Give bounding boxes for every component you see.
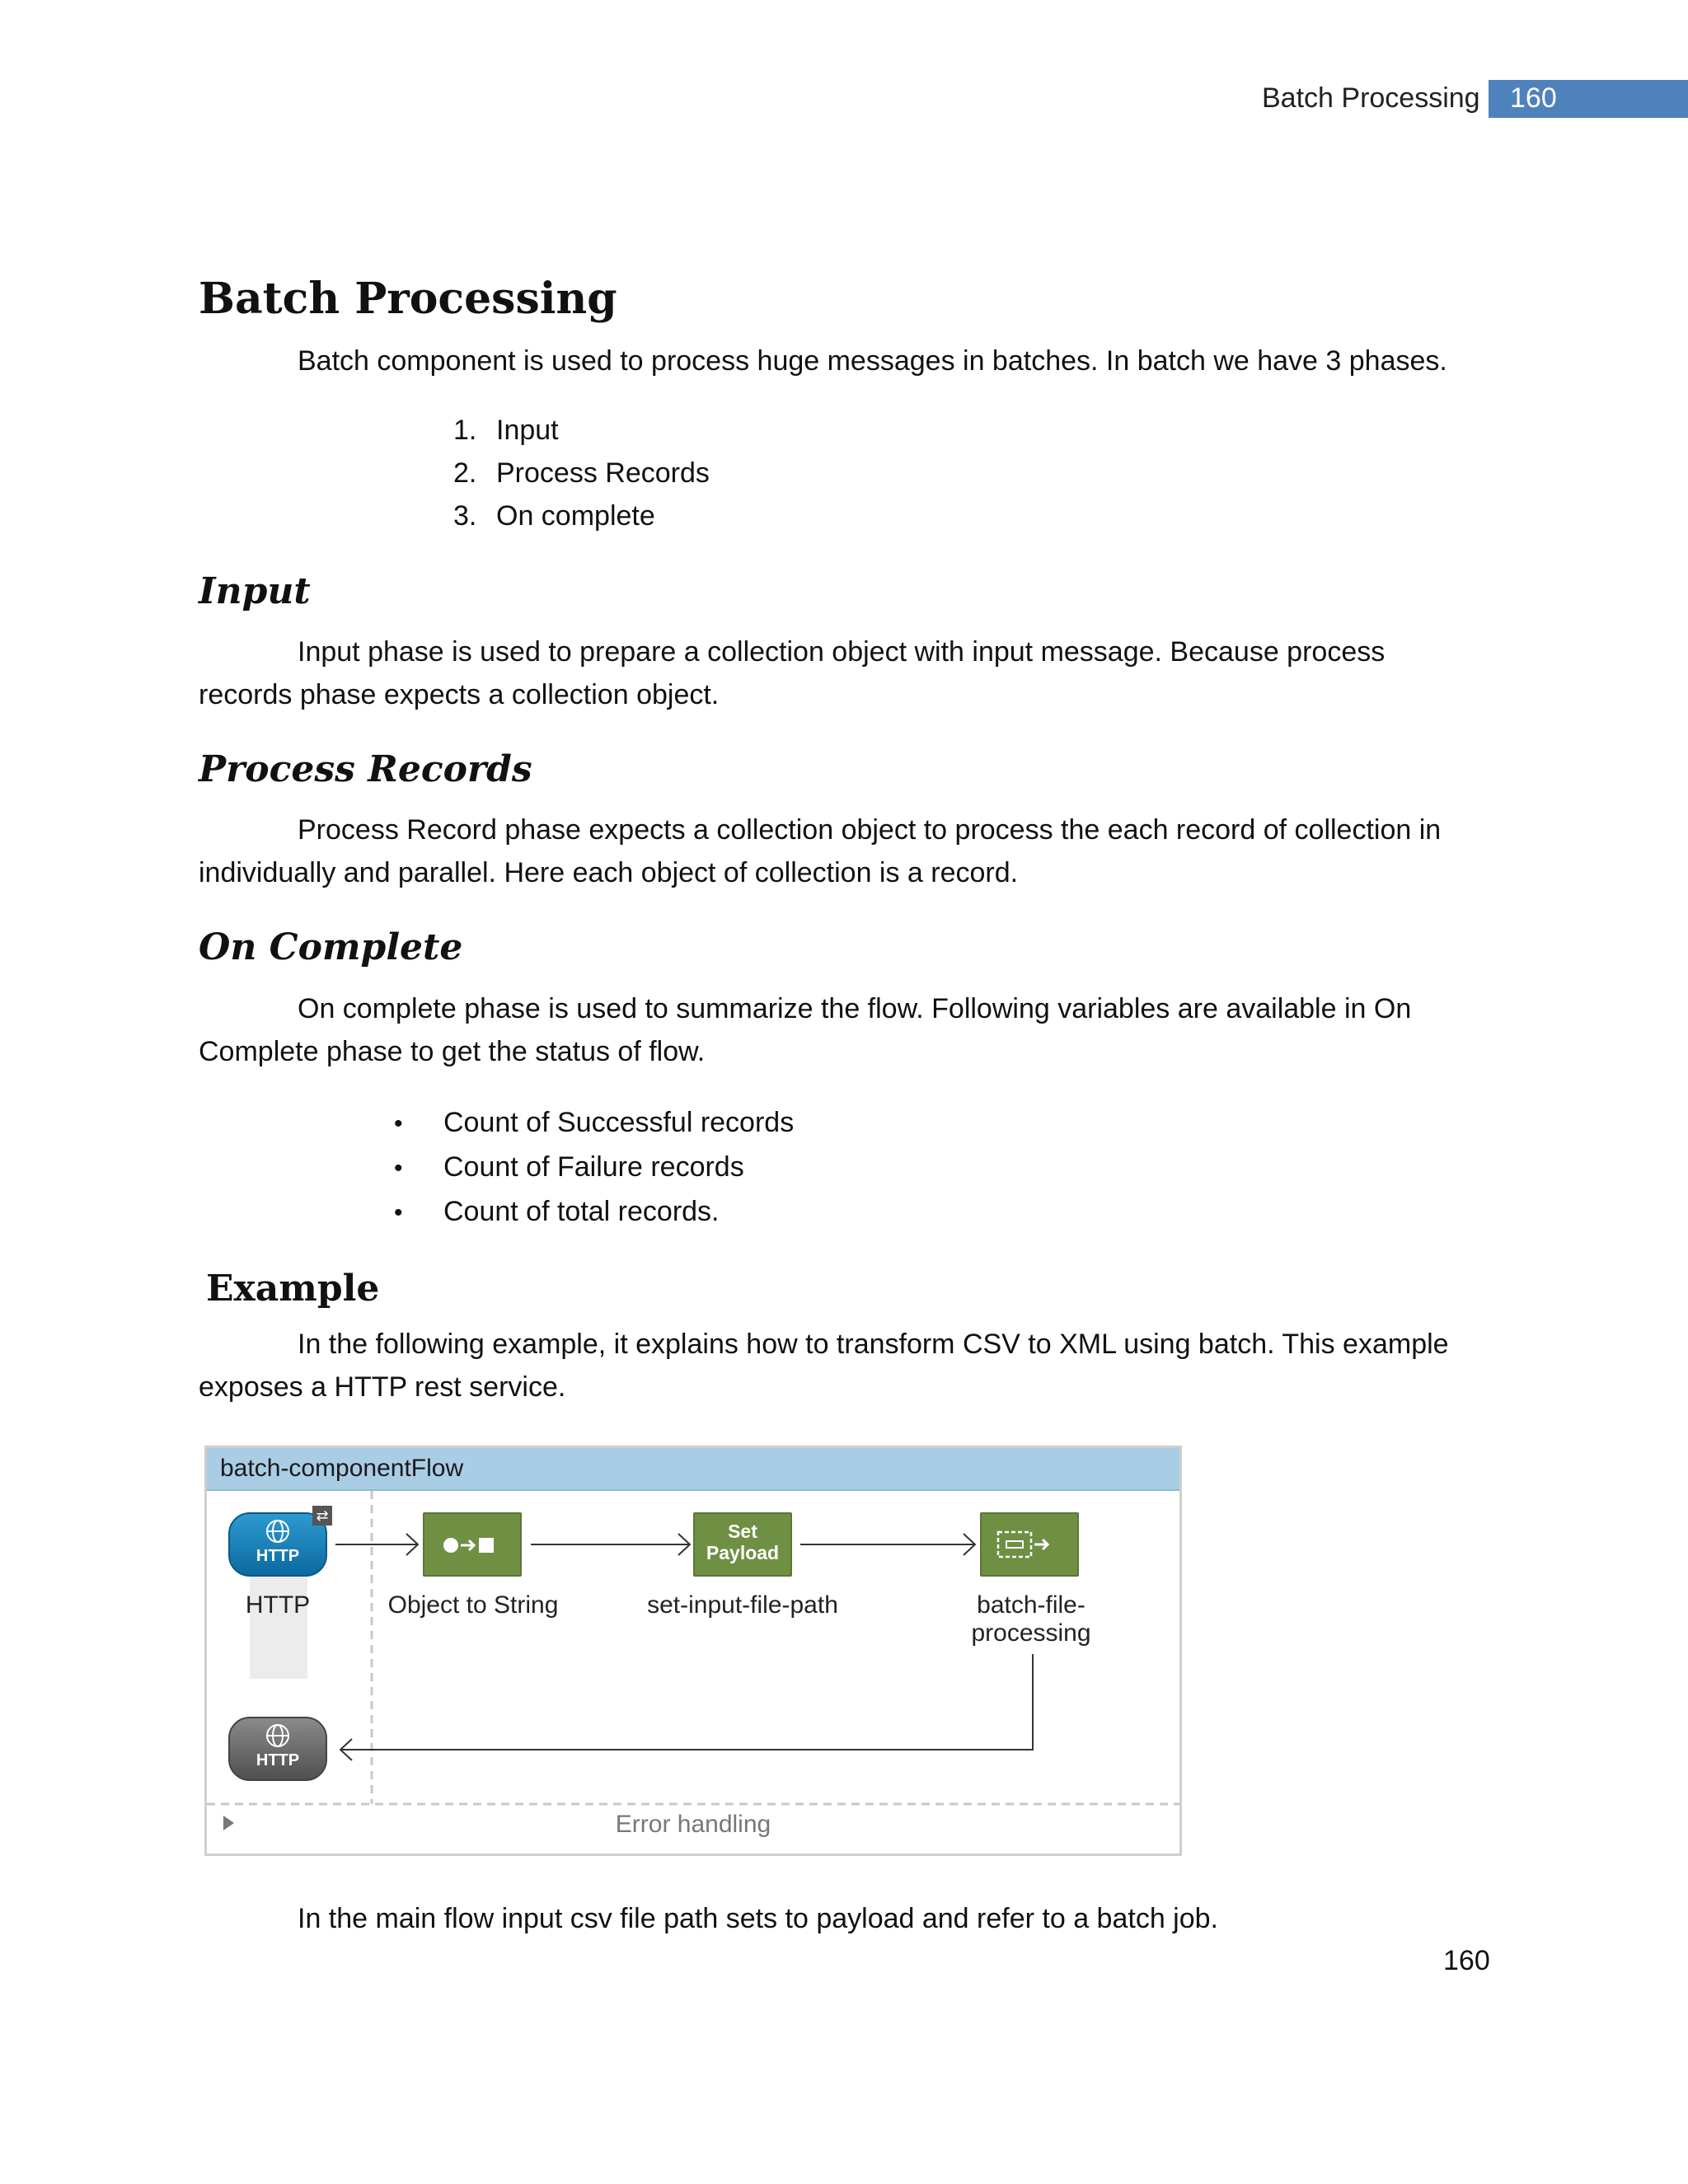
section-heading-process-records: Process Records (199, 748, 532, 790)
object-to-string-icon[interactable] (423, 1512, 522, 1577)
batch-execute-icon[interactable] (980, 1512, 1079, 1577)
error-handling-label[interactable]: Error handling (615, 1811, 771, 1838)
node-label-http: HTTP (245, 1591, 311, 1619)
flow-connectors (207, 1448, 1179, 1854)
closing-paragraph: In the main flow input csv file path sets to payload and refer to a batch job. (298, 1903, 1218, 1934)
return-connector (340, 1654, 1033, 1750)
node-label-object-to-string: Object to String (387, 1591, 559, 1619)
node-label-batch-file-processing: batch-file- processing (971, 1591, 1091, 1647)
intro-paragraph: Batch component is used to process huge messages in batches. In batch we have 3 phases. (298, 345, 1447, 377)
set-payload-icon[interactable]: Set Payload (693, 1512, 792, 1577)
variables-list (394, 1101, 794, 1235)
footer-page-number: 160 (1443, 1945, 1490, 1976)
diagram-title: batch-componentFlow (220, 1455, 464, 1482)
example-paragraph: In the following example, it explains how to transform CSV to XML using batch. This example exposes a HTTP rest service. (199, 1329, 1449, 1403)
exchange-pattern-icon: ⇄ (312, 1506, 332, 1526)
http-response-icon[interactable]: HTTP (228, 1717, 327, 1781)
input-paragraph: Input phase is used to prepare a collection object with input message. Because process records phase expects a collection object. (199, 636, 1386, 710)
phases-list (453, 409, 710, 537)
http-globe-icon[interactable]: HTTP (228, 1512, 327, 1577)
list-item: • Count of Failure records (394, 1151, 744, 1183)
running-header-title: Batch Processing (1262, 82, 1480, 114)
list-item: 1. Input (453, 415, 559, 446)
section-heading-on-complete: On Complete (199, 926, 463, 968)
section-heading-input: Input (199, 570, 311, 612)
header-page-number: 160 (1510, 82, 1557, 114)
process-records-paragraph: Process Record phase expects a collection object to process the each record of collection in individually and parallel. Here each object of collection is a record. (199, 814, 1442, 888)
globe-icon (261, 1519, 294, 1544)
node-label-set-input-file-path: set-input-file-path (647, 1591, 838, 1619)
globe-icon (261, 1723, 294, 1748)
section-heading-example: Example (206, 1268, 380, 1310)
page-title: Batch Processing (199, 274, 617, 324)
list-item: 2. Process Records (453, 457, 710, 489)
list-item: • Count of Successful records (394, 1107, 795, 1138)
list-item: • Count of total records. (394, 1196, 720, 1227)
flow-diagram (204, 1446, 1182, 1856)
on-complete-paragraph: On complete phase is used to summarize the flow. Following variables are available in On Complete phase to get the status of flow. (199, 993, 1412, 1067)
list-item: 3. On complete (453, 500, 655, 532)
